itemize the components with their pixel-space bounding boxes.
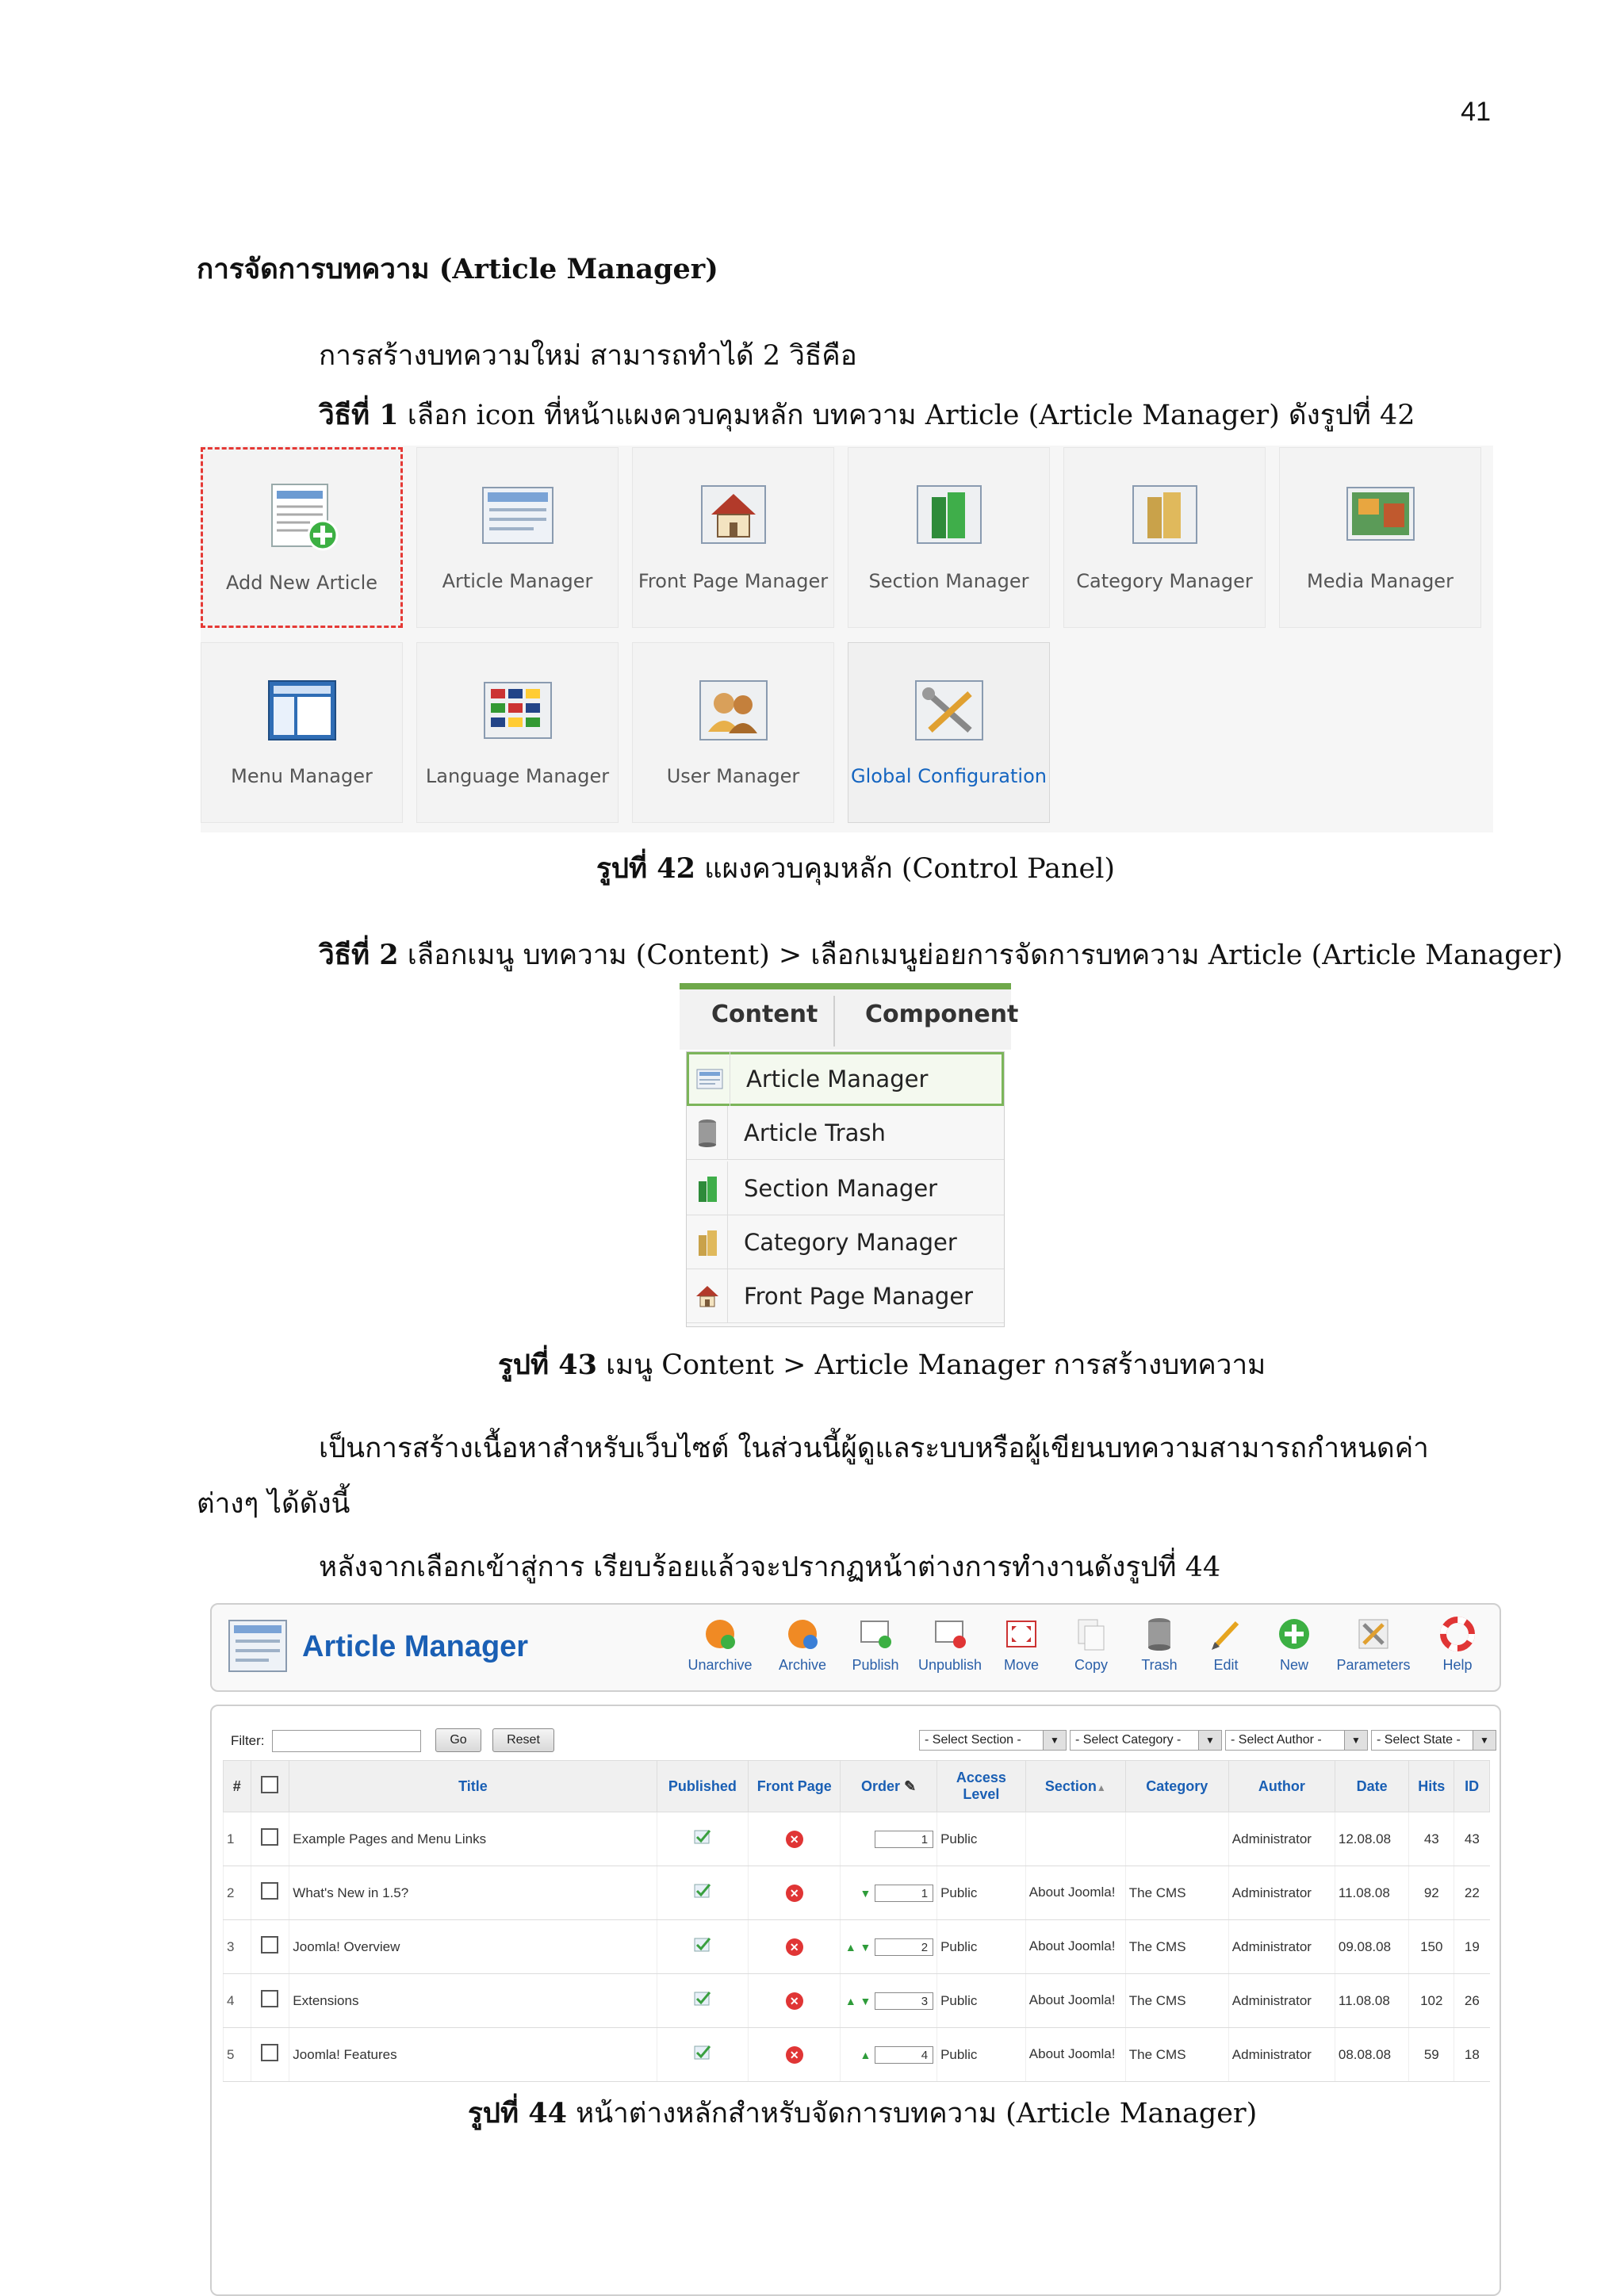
tile-article-manager[interactable] — [416, 447, 619, 628]
order-input[interactable]: 1 — [875, 1885, 933, 1902]
date-cell: 11.08.08 — [1335, 1866, 1408, 1920]
archive-icon — [783, 1616, 822, 1652]
section-icon — [910, 480, 989, 553]
row-number: 3 — [224, 1920, 251, 1974]
tile-category-manager[interactable] — [1063, 447, 1266, 628]
figure-44-caption — [468, 2091, 1257, 2135]
article-title-link[interactable]: Example Pages and Menu Links — [289, 1812, 657, 1866]
page-number: 41 — [1461, 97, 1491, 127]
published-check-icon[interactable] — [693, 1990, 712, 2007]
help-lifebuoy-icon — [1438, 1616, 1477, 1652]
access-level-link[interactable]: Public — [937, 1866, 1026, 1920]
published-check-icon[interactable] — [693, 2044, 712, 2061]
not-front-page-icon[interactable]: ✕ — [786, 1885, 803, 1902]
not-front-page-icon[interactable]: ✕ — [786, 2046, 803, 2064]
not-front-page-icon[interactable]: ✕ — [786, 1938, 803, 1956]
col-number: # — [224, 1761, 251, 1812]
tile-label: Global Configuration — [851, 765, 1047, 787]
select-category[interactable]: - Select Category - ▼ — [1070, 1730, 1222, 1751]
chevron-down-icon: ▼ — [1344, 1731, 1367, 1750]
tab-component[interactable]: Component — [865, 1001, 1019, 1028]
save-order-icon[interactable]: ✎ — [904, 1777, 917, 1794]
unarchive-button[interactable]: Unarchive — [684, 1616, 756, 1674]
category-link[interactable]: The CMS — [1125, 1920, 1228, 1974]
article-title-link[interactable]: What's New in 1.5? — [289, 1866, 657, 1920]
row-checkbox[interactable] — [261, 2044, 278, 2061]
tile-label: Section Manager — [868, 570, 1029, 592]
order-input[interactable]: 2 — [875, 1938, 933, 1956]
tile-label: Media Manager — [1307, 570, 1454, 592]
col-front-page[interactable]: Front Page — [749, 1761, 841, 1812]
config-icon — [910, 675, 989, 748]
col-title[interactable]: Title — [289, 1761, 657, 1812]
hits-cell: 59 — [1409, 2028, 1454, 2082]
article-icon — [478, 480, 557, 553]
copy-button[interactable]: Copy — [1055, 1616, 1127, 1674]
access-level-link[interactable]: Public — [937, 2028, 1026, 2082]
row-number: 4 — [224, 1974, 251, 2028]
article-list-panel — [210, 1705, 1501, 2296]
trash-button[interactable]: Trash — [1124, 1616, 1195, 1674]
published-check-icon[interactable] — [693, 1828, 712, 1846]
article-title-link[interactable]: Joomla! Overview — [289, 1920, 657, 1974]
section-heading: การจัดการบทความ (Article Manager) — [197, 253, 718, 285]
id-cell: 19 — [1454, 1920, 1490, 1974]
col-category[interactable]: Category — [1125, 1761, 1228, 1812]
order-input[interactable]: 3 — [875, 1992, 933, 2010]
tile-add-new-article[interactable] — [201, 447, 403, 628]
section-link[interactable]: About Joomla! — [1025, 2028, 1125, 2082]
chevron-down-icon: ▼ — [1473, 1731, 1496, 1750]
trash-icon — [1140, 1616, 1178, 1652]
tile-user-manager[interactable] — [632, 642, 834, 823]
menu-icon — [262, 675, 342, 748]
figure-43-caption — [498, 1343, 1266, 1387]
article-title-link[interactable]: Joomla! Features — [289, 2028, 657, 2082]
author-link[interactable]: Administrator — [1228, 1920, 1335, 1974]
home-icon — [694, 480, 773, 553]
row-checkbox[interactable] — [261, 1936, 278, 1954]
tile-front-page-manager[interactable] — [632, 447, 834, 628]
menu-dropdown — [686, 1051, 1005, 1327]
col-id[interactable]: ID — [1454, 1761, 1490, 1812]
col-published[interactable]: Published — [657, 1761, 749, 1812]
row-checkbox[interactable] — [261, 1882, 278, 1900]
add-article-icon — [262, 481, 342, 554]
tile-media-manager[interactable] — [1279, 447, 1481, 628]
method-1-paragraph — [319, 399, 1415, 432]
tile-label: Menu Manager — [231, 765, 373, 787]
figure-43-label: รูปที่ 43 — [498, 1349, 597, 1381]
menu-item-article-manager[interactable] — [687, 1052, 1004, 1106]
table-header — [224, 1761, 1490, 1812]
date-cell: 11.08.08 — [1335, 1974, 1408, 2028]
table-row[interactable] — [224, 1812, 1490, 1866]
col-order[interactable]: Order ✎ — [841, 1761, 937, 1812]
unpublish-button[interactable]: Unpublish — [914, 1616, 986, 1674]
move-up-icon[interactable]: ▲ — [845, 1940, 856, 1954]
menu-bar — [680, 983, 1019, 1050]
move-icon — [1002, 1616, 1040, 1652]
table-row[interactable] — [224, 1866, 1490, 1920]
tile-language-manager[interactable] — [416, 642, 619, 823]
figure-42-caption — [596, 847, 1115, 890]
article-title-link[interactable]: Extensions — [289, 1974, 657, 2028]
menu-item-label: Category Manager — [744, 1228, 957, 1256]
tile-menu-manager[interactable] — [201, 642, 403, 823]
filter-bar — [231, 1728, 1489, 1757]
trash-icon — [687, 1106, 728, 1160]
sort-up-icon: ▲ — [1096, 1781, 1106, 1793]
select-section[interactable]: - Select Section - ▼ — [919, 1730, 1067, 1751]
hits-cell: 102 — [1409, 1974, 1454, 2028]
section-link[interactable]: About Joomla! — [1025, 1974, 1125, 2028]
unarchive-icon — [701, 1616, 739, 1652]
col-date[interactable]: Date — [1335, 1761, 1408, 1812]
tile-label: Category Manager — [1076, 570, 1253, 592]
date-cell: 12.08.08 — [1335, 1812, 1408, 1866]
move-up-icon[interactable]: ▲ — [860, 2048, 871, 2061]
col-hits[interactable]: Hits — [1409, 1761, 1454, 1812]
id-cell: 43 — [1454, 1812, 1490, 1866]
order-input[interactable]: 1 — [875, 1831, 933, 1848]
section-link[interactable] — [1025, 1812, 1125, 1866]
not-front-page-icon[interactable]: ✕ — [786, 1992, 803, 2010]
figure-42-label: รูปที่ 42 — [596, 852, 695, 885]
publish-button[interactable]: Publish — [840, 1616, 911, 1674]
config-icon — [1354, 1616, 1392, 1652]
section-link[interactable]: About Joomla! — [1025, 1920, 1125, 1974]
home-icon — [687, 1269, 728, 1323]
author-link[interactable]: Administrator — [1228, 2028, 1335, 2082]
order-input[interactable]: 4 — [875, 2046, 933, 2064]
hits-cell: 150 — [1409, 1920, 1454, 1974]
move-button[interactable]: Move — [986, 1616, 1057, 1674]
reset-button[interactable]: Reset — [492, 1728, 554, 1752]
media-icon — [1341, 480, 1420, 553]
author-link[interactable]: Administrator — [1228, 1974, 1335, 2028]
article-manager-title: Article Manager — [302, 1630, 529, 1663]
col-access-level[interactable]: Access Level — [937, 1761, 1026, 1812]
col-section[interactable]: Section▲ — [1025, 1761, 1125, 1812]
tab-content[interactable]: Content — [711, 1001, 818, 1028]
method-2-label: วิธีที่ 2 — [319, 939, 399, 971]
category-icon — [1125, 480, 1205, 553]
menu-item-label: Article Manager — [746, 1066, 929, 1093]
menu-item-label: Article Trash — [744, 1119, 886, 1146]
tile-section-manager[interactable] — [848, 447, 1050, 628]
filter-label: Filter: — [231, 1733, 265, 1748]
users-icon — [694, 675, 773, 748]
table-row[interactable] — [224, 2028, 1490, 2082]
unpublish-icon — [931, 1616, 969, 1652]
go-button[interactable]: Go — [435, 1728, 481, 1752]
move-down-icon[interactable]: ▼ — [860, 1940, 871, 1954]
control-panel — [201, 446, 1493, 832]
tile-label: Front Page Manager — [638, 570, 829, 592]
checkbox[interactable] — [261, 1776, 278, 1793]
access-level-link[interactable]: Public — [937, 1812, 1026, 1866]
id-cell: 18 — [1454, 2028, 1490, 2082]
category-link[interactable]: The CMS — [1125, 2028, 1228, 2082]
select-state[interactable]: - Select State - ▼ — [1371, 1730, 1496, 1751]
row-number: 2 — [224, 1866, 251, 1920]
tile-label: User Manager — [666, 765, 800, 787]
menu-item-label: Front Page Manager — [744, 1282, 974, 1310]
id-cell: 22 — [1454, 1866, 1490, 1920]
method-1-label: วิธีที่ 1 — [319, 399, 399, 431]
method-2-paragraph — [319, 939, 1563, 972]
method-1-text: เลือก icon ที่หน้าแผงควบคุมหลัก บทความ Article (Article Manager) ดังรูปที่ 42 — [407, 400, 1415, 431]
language-icon — [478, 675, 557, 748]
menu-item-category-manager[interactable] — [687, 1215, 1004, 1269]
pencil-icon — [1207, 1616, 1245, 1652]
tile-label: Language Manager — [425, 765, 610, 787]
not-front-page-icon[interactable]: ✕ — [786, 1831, 803, 1848]
description-line-2: ต่างๆ ได้ดังนี้ — [197, 1488, 350, 1520]
row-checkbox[interactable] — [261, 1828, 278, 1846]
section-icon — [687, 1161, 728, 1215]
published-check-icon[interactable] — [693, 1936, 712, 1954]
col-author[interactable]: Author — [1228, 1761, 1335, 1812]
plus-icon — [1275, 1616, 1313, 1652]
select-author[interactable]: - Select Author - ▼ — [1225, 1730, 1368, 1751]
article-manager-header — [210, 1603, 1501, 1692]
row-number: 5 — [224, 2028, 251, 2082]
access-level-link[interactable]: Public — [937, 1920, 1026, 1974]
figure-43-text: เมนู Content > Article Manager การสร้างบทความ — [606, 1349, 1266, 1381]
copy-icon — [1072, 1616, 1110, 1652]
article-icon — [689, 1052, 730, 1106]
archive-button[interactable]: Archive — [767, 1616, 838, 1674]
intro-paragraph: การสร้างบทความใหม่ สามารถทำได้ 2 วิธีคือ — [319, 340, 857, 372]
figure-42-text: แผงควบคุมหลัก (Control Panel) — [704, 853, 1116, 885]
figure-44-label: รูปที่ 44 — [468, 2097, 567, 2130]
chevron-down-icon: ▼ — [1043, 1731, 1066, 1750]
row-checkbox[interactable] — [261, 1990, 278, 2007]
author-link[interactable]: Administrator — [1228, 1866, 1335, 1920]
date-cell: 08.08.08 — [1335, 2028, 1408, 2082]
menu-item-front-page-manager[interactable] — [687, 1269, 1004, 1323]
parameters-button[interactable]: Parameters — [1338, 1616, 1409, 1674]
move-up-icon[interactable]: ▲ — [845, 1994, 856, 2007]
category-link[interactable] — [1125, 1812, 1228, 1866]
after-selection-paragraph: หลังจากเลือกเข้าสู่การ เรียบร้อยแล้วจะปรากฏหน้าต่างการทำงานดังรูปที่ 44 — [319, 1552, 1221, 1583]
category-link[interactable]: The CMS — [1125, 1974, 1228, 2028]
help-button[interactable]: Help — [1422, 1616, 1493, 1674]
figure-44-text: หน้าต่างหลักสำหรับจัดการบทความ (Article Manager) — [576, 2098, 1258, 2130]
hits-cell: 43 — [1409, 1812, 1454, 1866]
chevron-down-icon: ▼ — [1198, 1731, 1221, 1750]
col-select-all[interactable] — [251, 1761, 289, 1812]
menu-item-section-manager[interactable] — [687, 1161, 1004, 1215]
hits-cell: 92 — [1409, 1866, 1454, 1920]
method-2-text: เลือกเมนู บทความ (Content) > เลือกเมนูย่อยการจัดการบทความ Article (Article Manager) — [407, 939, 1563, 971]
date-cell: 09.08.08 — [1335, 1920, 1408, 1974]
tile-global-configuration[interactable] — [848, 642, 1050, 823]
move-down-icon[interactable]: ▼ — [860, 1886, 871, 1900]
category-icon — [687, 1215, 728, 1269]
articles-table — [223, 1760, 1490, 2082]
content-menu — [680, 983, 1019, 1328]
new-button[interactable]: New — [1258, 1616, 1330, 1674]
menu-item-article-trash[interactable] — [687, 1106, 1004, 1160]
section-link[interactable]: About Joomla! — [1025, 1866, 1125, 1920]
description-line-1: เป็นการสร้างเนื้อหาสำหรับเว็บไซต์ ในส่วนนี้ผู้ดูแลระบบหรือผู้เขียนบทความสามารถกำหนดค่า — [319, 1433, 1429, 1464]
tile-label: Add New Article — [225, 572, 378, 594]
table-row[interactable] — [224, 1974, 1490, 2028]
access-level-link[interactable]: Public — [937, 1974, 1026, 2028]
tile-label: Article Manager — [442, 570, 593, 592]
edit-button[interactable]: Edit — [1190, 1616, 1262, 1674]
move-down-icon[interactable]: ▼ — [860, 1994, 871, 2007]
table-row[interactable] — [224, 1920, 1490, 1974]
menu-item-label: Section Manager — [744, 1174, 938, 1202]
published-check-icon[interactable] — [693, 1882, 712, 1900]
row-number: 1 — [224, 1812, 251, 1866]
category-link[interactable]: The CMS — [1125, 1866, 1228, 1920]
id-cell: 26 — [1454, 1974, 1490, 2028]
filter-input[interactable] — [272, 1730, 421, 1752]
article-manager-icon — [228, 1617, 289, 1678]
publish-icon — [856, 1616, 894, 1652]
author-link[interactable]: Administrator — [1228, 1812, 1335, 1866]
